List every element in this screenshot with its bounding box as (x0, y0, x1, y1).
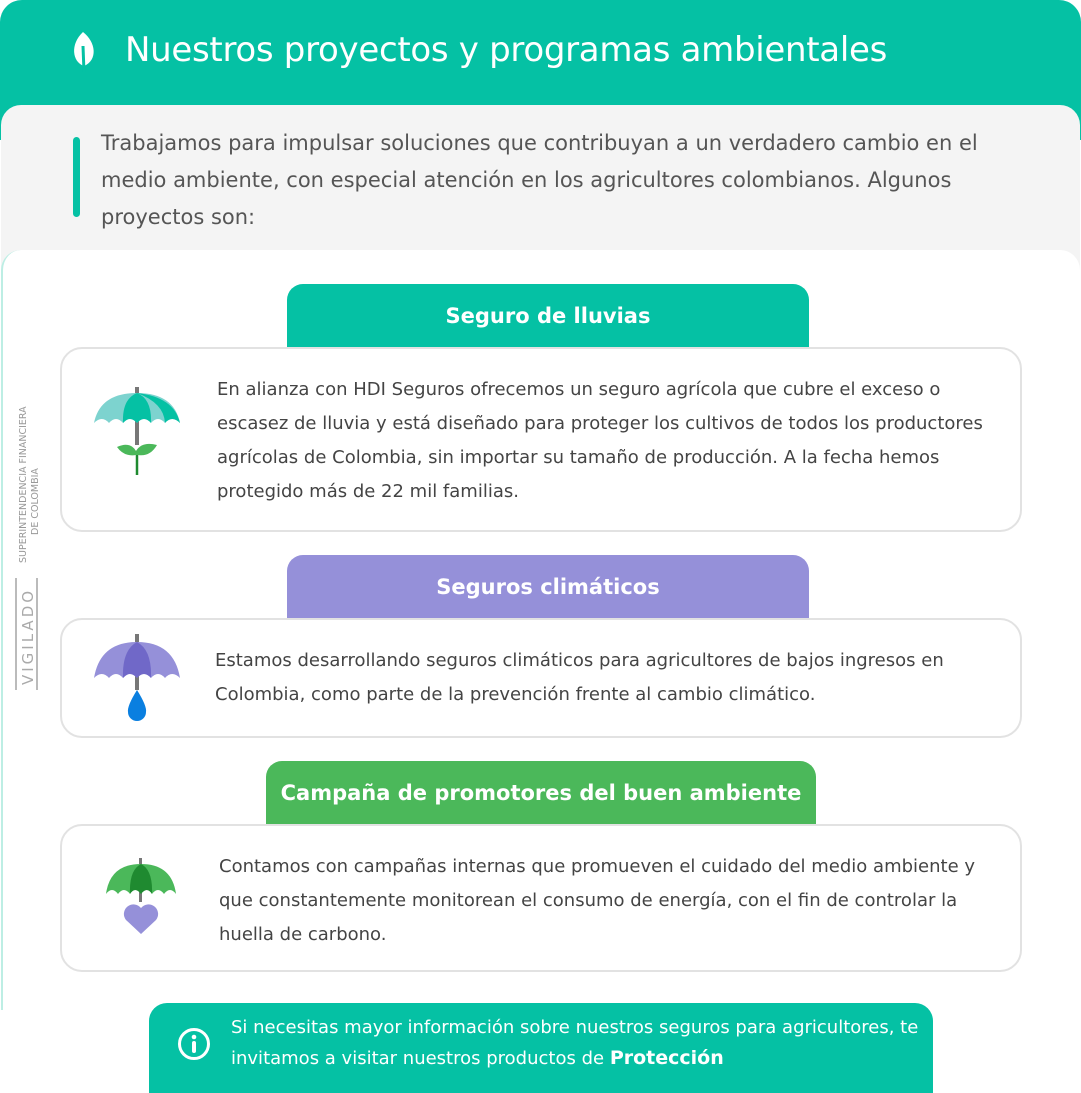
project-text: Estamos desarrollando seguros climáticos para agricultores de bajos ingresos en Colombia, como parte de la prevención frente al cambio climático. (215, 650, 944, 705)
project-card-lluvias (60, 347, 1022, 532)
tab-campana-promotores: Campaña de promotores del buen ambiente (266, 761, 816, 825)
page-title: Nuestros proyectos y programas ambientales (125, 30, 888, 70)
info-icon (177, 1027, 211, 1061)
proteccion-link[interactable]: Protección (609, 1047, 724, 1069)
vigilado-line2: DE COLOMBIA (30, 468, 41, 535)
vigilado-line1: SUPERINTENDENCIA FINANCIERA (18, 406, 29, 563)
project-card-climaticos (60, 618, 1022, 738)
banner-text: Si necesitas mayor información sobre nuestros seguros para agricultores, te invitamos a visitar nuestros productos de (231, 1017, 919, 1069)
umbrella-heart-icon (104, 858, 178, 938)
tab-seguros-climaticos: Seguros climáticos (287, 555, 809, 619)
umbrella-plant-icon (92, 387, 182, 492)
project-text: En alianza con HDI Seguros ofrecemos un seguro agrícola que cubre el exceso o escasez de lluvia y está diseñado para proteger los cultivos de todos los productores agrícolas de Colombia, sin importar su tamaño de producción. A la fecha hemos protegido más de 22 mil familias. (217, 379, 983, 502)
tab-seguro-de-lluvias: Seguro de lluvias (287, 284, 809, 348)
umbrella-raindrop-icon (92, 634, 182, 726)
vigilado-seal (8, 385, 52, 695)
vigilado-label: VIGILADO (19, 587, 37, 685)
leaf-icon (68, 30, 98, 74)
intro-text: Trabajamos para impulsar soluciones que contribuyan a un verdadero cambio en el medio ambiente, con especial atención en los agricultores colombianos. Algunos proyectos son: (101, 131, 978, 229)
project-text: Contamos con campañas internas que promueven el cuidado del medio ambiente y que constantemente monitorean el consumo de energía, con el fin de controlar la huella de carbono. (219, 856, 976, 945)
project-card-campana (60, 824, 1022, 972)
accent-bar (73, 137, 80, 217)
